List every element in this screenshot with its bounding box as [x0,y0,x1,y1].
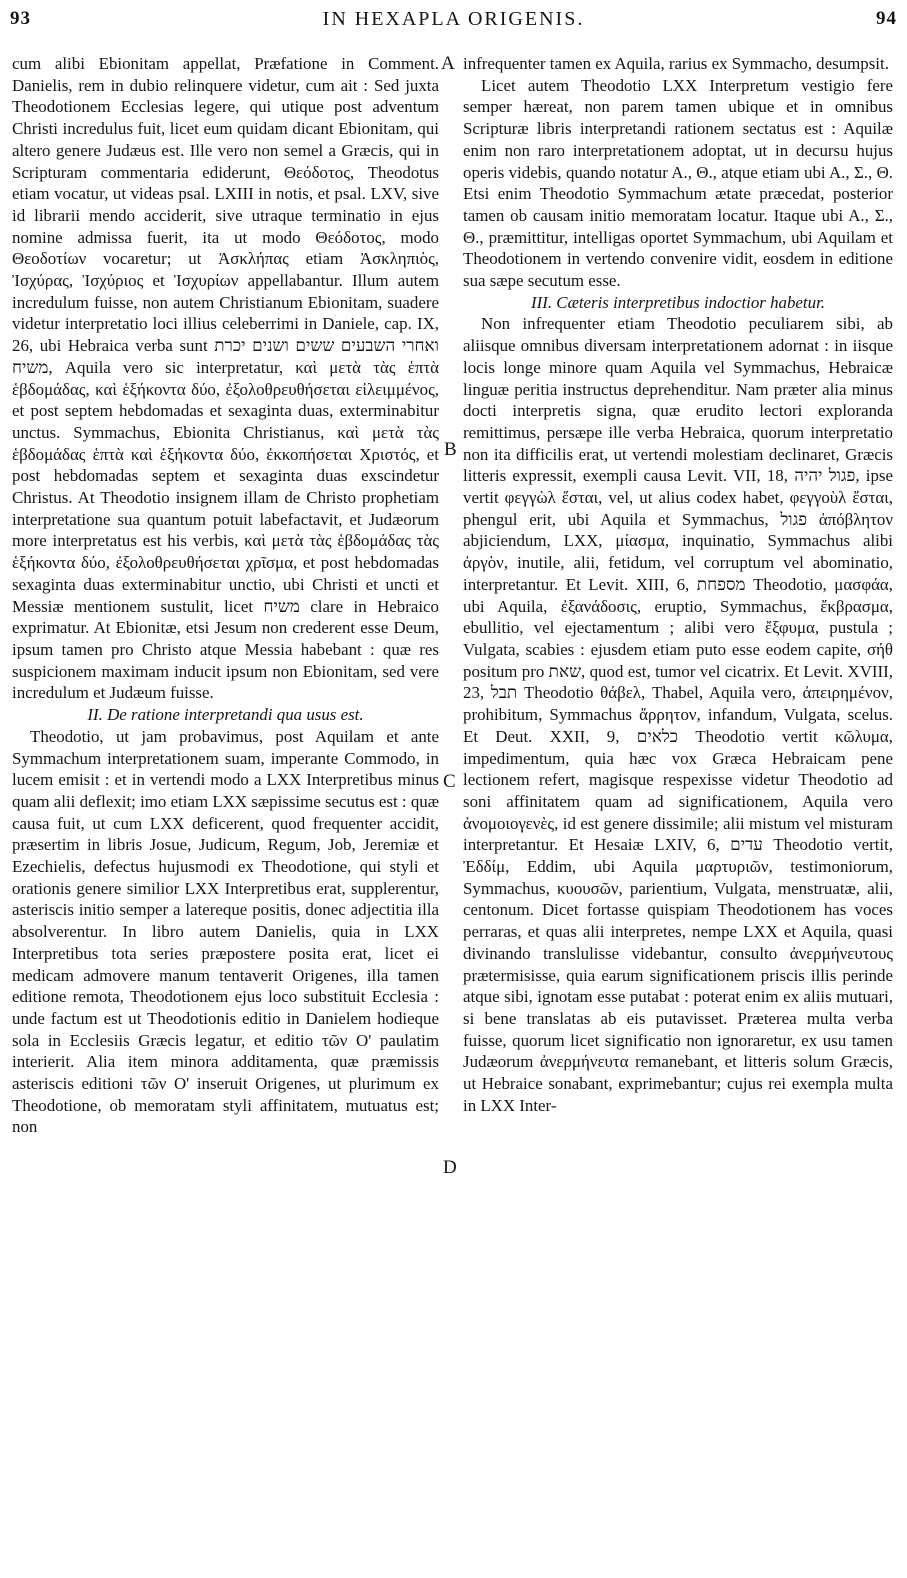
right-paragraph-1: infrequenter tamen ex Aquila, rarius ex Symmacho, desumpsit. [463,54,889,73]
margin-letter-d: D [443,1157,457,1178]
page-header [0,8,907,38]
right-section-heading: III. Cæteris interpretibus indoctior habetur. [530,292,825,312]
left-paragraph-2: Theodotio, ut jam probavimus, post Aquilam et ante Symmachum interpretationem suam, imperante Commodo, in lucem emisit : et in vertendi modo a LXX Interpretibus minus quam alii deflexit; imo etiam LXX sæpissime secutus est : quæ causa fuit, ut cum LXX deficerent, quod frequenter accidit, præsertim in libris Josue, Judicum, Regum, Job, Jeremiæ et Ezechielis, defectus hujusmodi ex Theodotione, qui styli et orationis genere similior LXX Interpretibus erat, supplerentur, asteriscis initio semper a latereque positis, donec adjectitia illa absolverentur. In libro autem Danielis, quia in LXX Interpretibus tota series præpostere posita erat, licet ei medicam admovere manum tentaverit Origenes, illa tamen editione remota, Theodotionem ejus loco substituit Ecclesia : unde factum est ut Theodotionis editio in Danielem hodieque sola in Ecclesiis Græcis legatur, et editio τῶν O' paulatim interierit. Alia item minora additamenta, quæ præmissis asteriscis editioni τῶν O' inseruit Origenes, ut plurimum ex Theodotione, ob memoratam styli affinitatem, mutuatus est; non [12,726,439,1137]
left-section-heading: II. De ratione interpretandi qua usus est. [87,705,364,725]
running-title: IN HEXAPLA ORIGENIS. [322,8,585,30]
right-paragraph-3: Non infrequenter etiam Theodotio peculiarem sibi, ab aliisque omnibus diversam interpretationem adornat : in iisque locis longe minore quam Aquila vel Symmachus, Hebraicæ linguæ peritia instructus deprehenditur. Nam præter alia minus docti interpretis signa, quæ erudito lectori exploranda remittimus, persæpe ille verba Hebraica, quorum interpretatio non ita difficilis erat, ut vertendi molestiam declinaret, Græcis litteris expressit, exempli causa Levit. VII, 18, פגול יהיה, ipse vertit φεγγὼλ ἔσται, vel, ut alius codex habet, φεγγοὺλ ἔσται, phengul erit, ubi Aquila et Symmachus, פגול ἀπόβλητον abjiciendum, LXX, μίασμα, inquinatio, Symmachus alibi ἀργὸν, inutile, alii, fetidum, vel corruptum vel abominatio, interpretantur. Et Levit. XIII, 6, מספחת Theodotio, μασφάα, ubi Aquila, ἐξανάδοσις, eruptio, Symmachus, ἔκβρασμα, ebullitio, vel ejectamentum ; alibi vero ἔξφυμα, pustula ; Vulgata, scabies : ejusdem etiam puto esse eodem capite, σήθ positum pro שאת, quod est, tumor vel cicatrix. Et Levit. XVIII, 23, תבל Theodotio θάβελ, Thabel, Aquila vero, ἀπειρημένον, prohibitum, Symmachus ἄρρητον, infandum, Vulgata, scelus. Et Deut. XXII, 9, כלאים Theodotio vertit κῶλυμα, impedimentum, quia hæc vox Græca Hebraicam pene lectionem refert, magisque respexisse videtur Theodotio ad soni affinitatem quam ad significationem, Aquila vero ἀνομοιογενὲς, id est genere dissimile; alii mistum vel misturam interpretantur. Et Hesaiæ LXIV, 6, עדים Theodotio vertit, Ἐδδίμ, Eddim, ubi Aquila μαρτυριῶν, testimoniorum, Symmachus, κυουσῶν, parientium, Vulgata, menstruatæ, alii, centonum. Dicet fortasse quispiam Theodotionem has voces perraras, et quas alii interpretes, nempe LXX et Aquila, quasi divinando translulisse videbantur, consulto ἀνερμήνευτους prætermisisse, quia earum significationem priscis illis perinde atque sibi, ignotam esse putabat : poterat enim ex aliis mutuari, si bene translatas ab eis putavisset. Præterea multa verba fuisse, quorum licet significatio non ignoraretur, ex usu tamen Judæorum ἀνερμήνευτα remanebant, et litteris solum Græcis, ut Hebraice sonabant, exprimebantur; cujus rei exempla multa in LXX Inter- [463,314,893,1115]
page-number-left: 93 [10,8,31,29]
right-column [463,53,893,1571]
right-paragraph-2: Licet autem Theodotio LXX Interpretum vestigio fere semper hæreat, non parem tamen ubique et in omnibus Scripturæ libris interpretandi rationem sectatus est : Aquilæ enim non raro interpretationem adoptat, ut in decursu hujus operis videbis, quando notatur A., Θ., atque etiam ubi A., Σ., Θ. Etsi enim Theodotio Symmachum ætate præcedat, posterior tamen ob causam initio memoratam locatur. Itaque ubi A., Σ., Θ., præmittitur, intelligas oportet Symmachum, ubi Aquilam et Theodotionem in vertendo convenire vidit, eosdem in editione sua sæpe secutum esse. [463,75,893,291]
margin-letter-c: C [443,771,456,792]
margin-letter-b: B [444,439,457,460]
margin-letter-a: A [441,53,455,74]
left-column [12,53,439,1571]
page-number-right: 94 [876,8,897,29]
left-paragraph-1: cum alibi Ebionitam appellat, Præfatione in Comment. Danielis, rem in dubio relinquere videtur, cum ait : Sed juxta Theodotionem Ecclesias legere, qui utique post adventum Christi incredulus fuit, licet eum quidam dicant Ebionitam, qui altero genere Judæus est. Ille vero non semel a Græcis, qui in Scripturam commentaria ediderunt, Θεόδοτος, Theodotus etiam vocatur, ut videas psal. LXIII in notis, et psal. LXV, sive id librarii mendo acciderit, sive utraque terminatio in ejus nomine admissa fuerit, ita ut modo Θεόδοτος, modo Θεοδοτίων vocaretur; ut Ἀσκλήπας etiam Ἀσκληπιὸς, Ἰσχύρας, Ἰσχύριος et Ἰσχυρίων appellabantur. Illum autem incredulum fuisse, non autem Christianum Ebionitam, suadere videtur interpretatio loci illius celeberrimi in Daniele, cap. IX, 26, ubi Hebraica verba sunt ואחרי השבעים ששים ושנים יכרת משיח, Aquila vero sic interpretatur, καὶ μετὰ τὰς ἑπτὰ ἑβδομάδας, καὶ ἑξήκοντα δύο, ἐξολοθρευθήσεται εἰλειμμένος, et post septem hebdomadas et sexaginta duas, exterminabitur unctus. Symmachus, Ebionita Christianus, καὶ μετὰ τὰς ἑβδομάδας ἑπτὰ καὶ ἑξήκοντα δύο, ἐκκοπήσεται Χριστός, et post hebdomadas septem et sexaginta duas exscindetur Christus. At Theodotio insignem illam de Christo prophetiam interpretatione sua quantum potuit labefactavit, et Judæorum more interpretatus est his verbis, καὶ μετὰ τὰς ἑβδομάδας τὰς ἑξήκοντα δύο, ἐξολοθρευθήσεται χρῖσμα, et post hebdomadas sexaginta duas exterminabitur unctio, ubi Christi et uncti et Messiæ mentionem sustulit, licet משיח clare in Hebraico exprimatur. At Ebionitæ, etsi Jesum non crederent esse Deum, ipsum tamen pro Christo atque Messia habebant : quæ res suspicionem maximam inducit ipsum non Ebionitam, sed vere incredulum et Judæum fuisse. [12,54,439,703]
